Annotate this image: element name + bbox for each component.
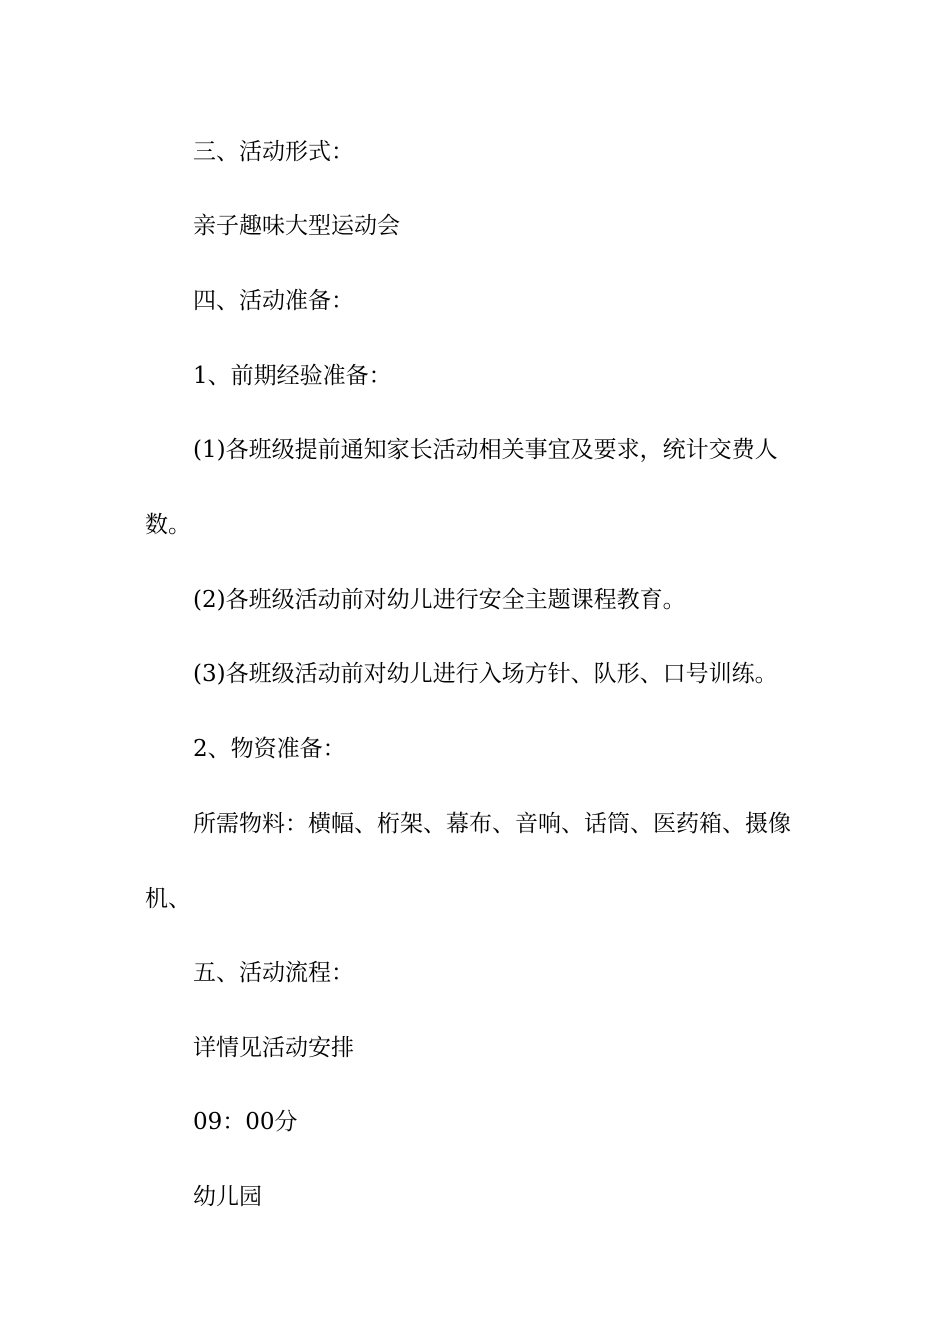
paragraph-item-1: (1)各班级提前通知家长活动相关事宜及要求，统计交费人数。: [145, 437, 778, 538]
heading-activity-preparation: 四、活动准备：: [193, 288, 354, 314]
paragraph-item-2: (2)各班级活动前对幼儿进行安全主题课程教育。: [193, 587, 686, 613]
subheading-experience-preparation: 1、前期经验准备：: [193, 363, 392, 389]
heading-activity-form: 三、活动形式：: [193, 139, 354, 165]
paragraph-item-3: (3)各班级活动前对幼儿进行入场方针、队形、口号训练。: [193, 661, 778, 687]
paragraph-location: 幼儿园: [193, 1184, 262, 1210]
paragraph-time: 09：00分: [193, 1109, 298, 1135]
paragraph-process-detail: 详情见活动安排: [193, 1035, 354, 1061]
paragraph-activity-form: 亲子趣味大型运动会: [193, 213, 400, 239]
heading-activity-process: 五、活动流程：: [193, 960, 354, 986]
paragraph-materials: 所需物料：横幅、桁架、幕布、音响、话筒、医药箱、摄像机、: [145, 811, 791, 912]
subheading-material-preparation: 2、物资准备：: [193, 736, 346, 762]
